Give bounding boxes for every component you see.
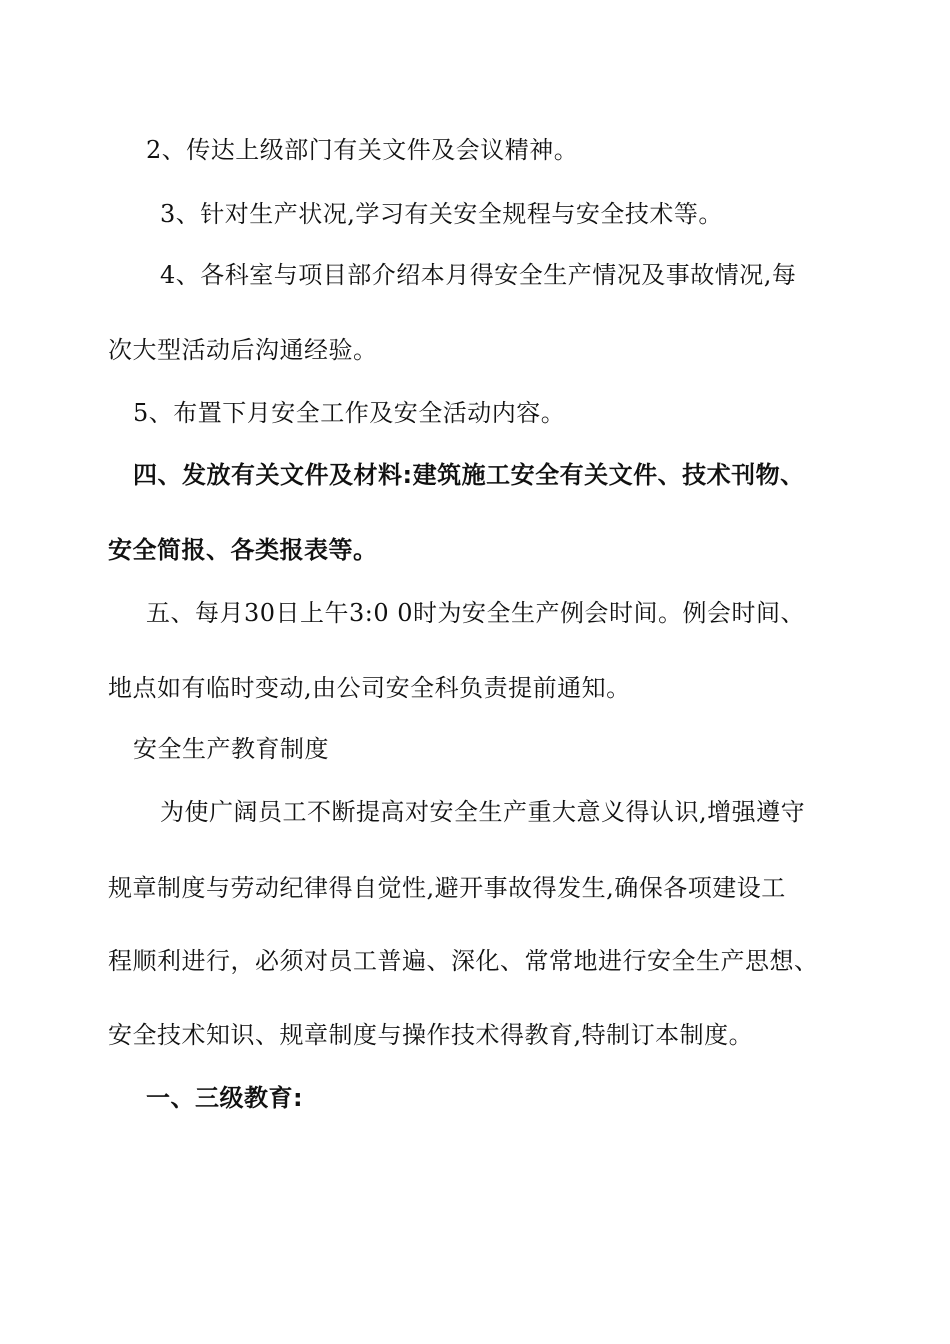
doc-line-5: 5、布置下月安全工作及安全活动内容。 bbox=[133, 399, 566, 427]
doc-heading-1: 一、三级教育: bbox=[146, 1084, 304, 1112]
doc-line-3: 4、各科室与项目部介绍本月得安全生产情况及事故情况,每 bbox=[160, 261, 797, 289]
doc-line-10: 程顺利进行，必须对员工普遍、深化、常常地进行安全生产思想、 bbox=[108, 947, 819, 975]
doc-line-7: 地点如有临时变动,由公司安全科负责提前通知。 bbox=[108, 674, 631, 702]
doc-line-6: 五、每月30日上午3:0 0时为安全生产例会时间。例会时间、 bbox=[146, 599, 806, 627]
section-title: 安全生产教育制度 bbox=[133, 735, 329, 763]
doc-line-9: 规章制度与劳动纪律得自觉性,避开事故得发生,确保各项建设工 bbox=[108, 874, 786, 902]
doc-line-1: 2、传达上级部门有关文件及会议精神。 bbox=[146, 136, 579, 164]
doc-line-4: 次大型活动后沟通经验。 bbox=[108, 336, 378, 364]
doc-line-8: 为使广阔员工不断提高对安全生产重大意义得认识,增强遵守 bbox=[160, 798, 806, 826]
doc-line-11: 安全技术知识、规章制度与操作技术得教育,特制订本制度。 bbox=[108, 1021, 754, 1049]
doc-line-2: 3、针对生产状况,学习有关安全规程与安全技术等。 bbox=[160, 200, 723, 228]
doc-heading-4: 四、发放有关文件及材料:建筑施工安全有关文件、技术刊物、 bbox=[133, 461, 805, 489]
doc-heading-4-cont: 安全简报、各类报表等。 bbox=[108, 536, 378, 564]
